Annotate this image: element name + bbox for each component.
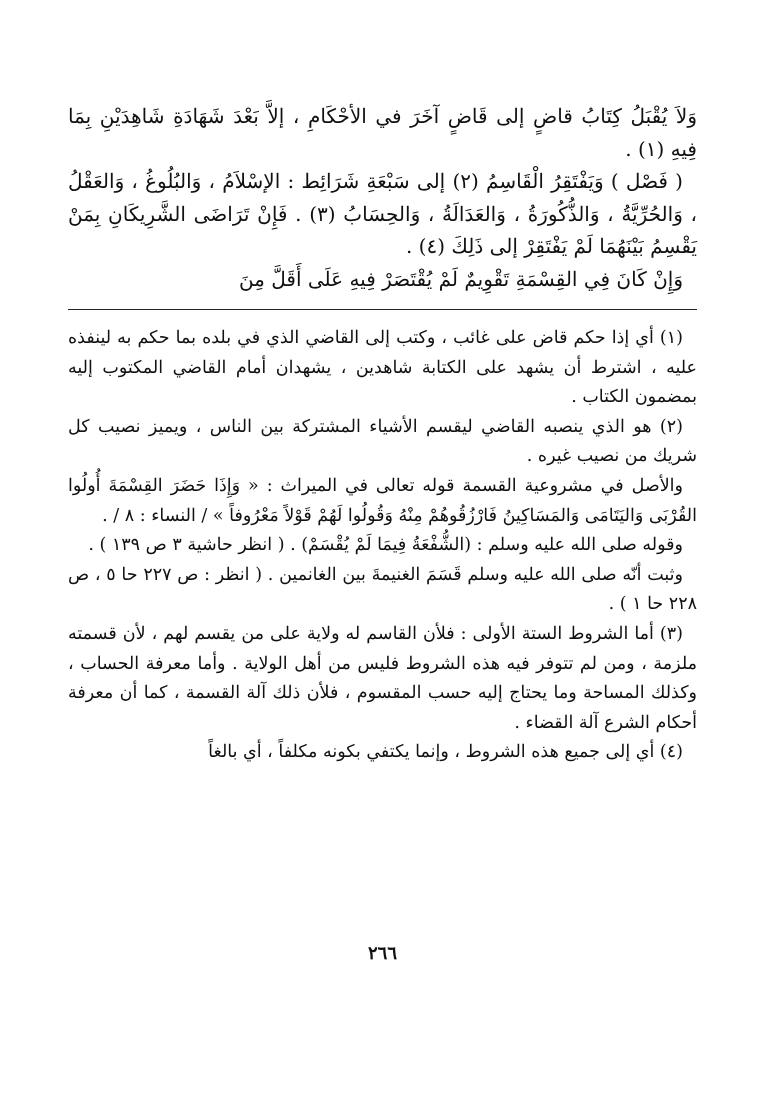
footnote: (٣) أما الشروط الستة الأولى : فلأن القاسم له ولاية على من يقسم لهم ، لأن قسمته ملزمة ، ومن لم تتوفر فيه هذه الشروط فليس من أهل الولاية . وأما معرفة الحساب ، وكذلك المساحة وما يحتاج إليه حسب المقسوم ، فلأن ذلك آلة القسمة ، كما أن معرفة أحكام الشرع آلة القضاء . (68, 623, 697, 733)
footnote: (٤) أي إلى جميع هذه الشروط ، وإنما يكتفي بكونه مكلفاً ، أي بالغاً (208, 742, 683, 763)
footnote: وثبت أنّه صلى الله عليه وسلم قَسَمَ الغنيمةَ بين الغانمين . ( انظر : ص ٢٢٧ حا ٥ ، ص ٢٢٨ حا ١ ) . (68, 564, 697, 615)
footnote: وقوله صلى الله عليه وسلم : (الشُّفْعَةُ فِيمَا لَمْ يُقْسَمْ) . ( انظر حاشية ٣ ص ١٣٩ ) . (88, 535, 683, 556)
main-paragraph: ( فَصْل ) وَيَفْتَقِرُ الْقَاسِمُ (٢) إلى سَبْعَةِ شَرَائِط : الإسْلاَمُ ، وَالبُلُوغُ ، وَالعَقْلُ ، وَالحُرِّيَّةُ ، وَالذُّكُورَةُ ، وَالعَدَالَةُ ، وَالحِسَابُ (٣) . فَإِنْ تَرَاضَى الشَّرِيكَانِ بِمَنْ يَقْسِمُ بَيْنَهُمَا لَمْ يَفْتَقِرْ إلى ذَلِكَ (٤) . (68, 169, 698, 258)
main-paragraph: وَإِنْ كَانَ فِي القِسْمَةِ تَقْوِيمٌ لَمْ يُقْتَصَرْ فِيهِ عَلَى أَقَلَّ مِنَ (238, 266, 683, 291)
footnotes (68, 324, 697, 768)
page-number: ٢٦٦ (367, 943, 397, 964)
footnote: (٢) هو الذي ينصبه القاضي ليقسم الأشياء المشتركة بين الناس ، ويميز نصيب كل شريك من نصيب غيره . (68, 416, 697, 467)
footnote: (١) أي إذا حكم قاض على غائب ، وكتب إلى القاضي الذي في بلده بما حكم به لينفذه عليه ، اشترط أن يشهد على الكتابة شاهدين ، يشهدان أمام القاضي المكتوب إليه بمضمون الكتاب . (68, 328, 697, 408)
main-text (68, 100, 697, 295)
main-paragraph: وَلاَ يُقْبَلُ كِتَابُ قاضٍ إلى قَاضٍ آخَرَ في الأحْكَامِ ، إلاَّ بَعْدَ شَهَادَةِ شَاهِدَيْنِ بِمَا فِيهِ (١) . (68, 104, 697, 161)
footnote-divider (68, 309, 697, 310)
footnote: والأصل في مشروعية القسمة قوله تعالى في الميراث : « وَإِذَا حَضَرَ القِسْمَةَ أُولُوا القُرْبَى وَاليَتَامَى وَالمَسَاكِينُ فَارْزُقُوهُمْ مِنْهُ وَقُولُوا لَهُمْ قَوْلاً مَعْرُوفاً » / النساء : ٨ / . (68, 475, 697, 526)
